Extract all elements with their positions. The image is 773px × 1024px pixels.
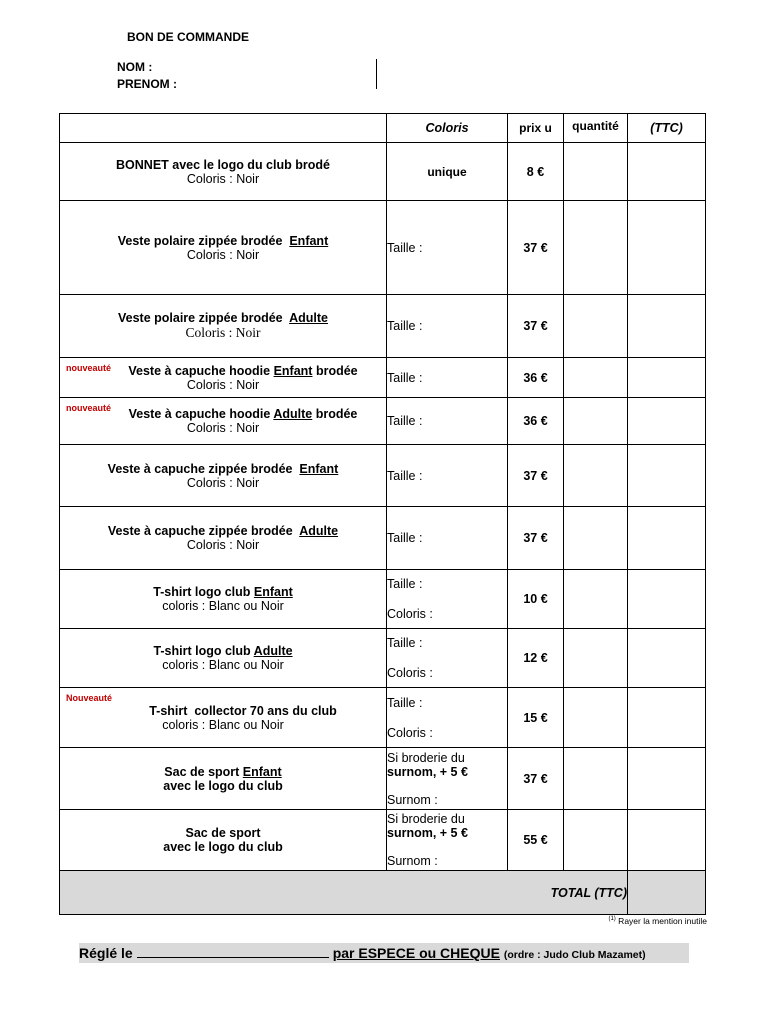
ttc-cell[interactable] xyxy=(628,507,706,570)
item-name xyxy=(60,311,386,325)
item-name-text: T-shirt logo club xyxy=(153,644,254,658)
item-name-text: T-shirt collector 70 ans du club xyxy=(149,703,337,718)
coloris-field-label: Taille : xyxy=(387,531,423,545)
coloris-cell[interactable] xyxy=(387,688,508,748)
total-row xyxy=(60,871,706,915)
coloris-field-label: Si broderie du xyxy=(387,812,465,826)
item-subtitle: Coloris : Noir xyxy=(186,247,260,262)
coloris-field-label: Surnom : xyxy=(387,792,438,807)
ttc-cell[interactable] xyxy=(628,748,706,810)
item-name-text: Veste polaire zippée brodée xyxy=(117,233,290,248)
item-header-cell xyxy=(60,114,387,143)
item-name xyxy=(60,462,386,476)
table-header-row xyxy=(60,114,706,143)
item-subtitle: Coloris : Noir xyxy=(186,475,260,490)
item-name-text: Veste à capuche hoodie xyxy=(128,407,274,421)
item-subtitle: Coloris : Noir xyxy=(186,538,260,552)
item-size-label: Enfant xyxy=(273,363,313,378)
payment-line xyxy=(79,943,689,963)
unit-price: 12 € xyxy=(508,629,564,688)
table-row xyxy=(60,688,706,748)
coloris-cell[interactable] xyxy=(387,201,508,295)
table-row xyxy=(60,358,706,398)
payment-prefix: Réglé le xyxy=(79,945,133,961)
coloris-field-label: Taille : xyxy=(387,636,423,650)
coloris-field-label: Coloris : xyxy=(387,666,433,680)
item-name-text: Sac de sport xyxy=(185,826,261,840)
item-subtitle: Coloris : Noir xyxy=(186,377,260,392)
quantite-header: quantité xyxy=(564,114,628,143)
item-size-label: Enfant xyxy=(253,585,293,599)
table-row xyxy=(60,398,706,445)
item-name-suffix: brodée xyxy=(312,363,358,378)
quantity-cell[interactable] xyxy=(564,201,628,295)
table-row xyxy=(60,201,706,295)
unit-price: 8 € xyxy=(508,143,564,201)
item-name-suffix: brodée xyxy=(312,407,358,421)
unit-price: 37 € xyxy=(508,445,564,507)
item-subtitle: coloris : Blanc ou Noir xyxy=(162,599,284,613)
item-subtitle: Coloris : Noir xyxy=(186,171,260,186)
total-label: TOTAL (TTC) xyxy=(60,871,628,915)
table-row xyxy=(60,810,706,871)
item-cell xyxy=(60,398,387,445)
ttc-cell[interactable] xyxy=(628,398,706,445)
item-size-label: Adulte xyxy=(299,524,339,538)
item-name-text: T-shirt logo club xyxy=(153,585,254,599)
unit-price: 37 € xyxy=(508,507,564,570)
quantity-cell[interactable] xyxy=(564,748,628,810)
new-badge: nouveauté xyxy=(66,363,112,373)
item-cell xyxy=(60,445,387,507)
table-row xyxy=(60,570,706,629)
header-divider xyxy=(376,59,377,89)
payment-method: par ESPECE ou CHEQUE xyxy=(332,945,500,961)
coloris-cell[interactable] xyxy=(387,810,508,871)
item-name-text: Veste à capuche zippée brodée xyxy=(107,461,300,476)
unit-price: 37 € xyxy=(508,201,564,295)
payment-note: (ordre : Judo Club Mazamet) xyxy=(503,949,646,961)
item-size-label: Adulte xyxy=(253,644,293,658)
ttc-cell[interactable] xyxy=(628,201,706,295)
unit-price: 15 € xyxy=(508,688,564,748)
ttc-cell[interactable] xyxy=(628,629,706,688)
footnote xyxy=(608,916,707,926)
footnote-text: Rayer la mention inutile xyxy=(615,916,707,926)
table-row xyxy=(60,295,706,358)
coloris-field-label: Coloris : xyxy=(387,725,433,740)
coloris-field-label: Taille : xyxy=(387,468,423,483)
coloris-field-label: surnom, + 5 € xyxy=(387,764,468,779)
order-table xyxy=(59,113,706,915)
unit-price: 55 € xyxy=(508,810,564,871)
coloris-field-label: unique xyxy=(427,164,467,179)
unit-price: 37 € xyxy=(508,748,564,810)
item-name xyxy=(60,826,386,840)
quantity-cell[interactable] xyxy=(564,688,628,748)
item-cell xyxy=(60,295,387,358)
quantity-cell[interactable] xyxy=(564,810,628,871)
footnote-marker: (1) xyxy=(608,916,616,923)
item-name xyxy=(60,158,386,172)
item-subtitle: avec le logo du club xyxy=(163,840,283,854)
unit-price: 36 € xyxy=(508,398,564,445)
coloris-header: Coloris xyxy=(387,114,508,143)
item-name-text: Veste à capuche zippée brodée xyxy=(107,524,300,538)
table-row xyxy=(60,748,706,810)
item-subtitle: Coloris : Noir xyxy=(186,421,260,435)
ttc-header: (TTC) xyxy=(628,114,706,143)
item-name xyxy=(60,704,386,718)
item-size-label: Enfant xyxy=(242,764,282,779)
ttc-cell[interactable] xyxy=(628,358,706,398)
coloris-field-label: Taille : xyxy=(387,370,423,385)
ttc-cell[interactable] xyxy=(628,143,706,201)
coloris-field-label: Taille : xyxy=(387,577,423,591)
unit-price: 10 € xyxy=(508,570,564,629)
coloris-cell[interactable] xyxy=(387,143,508,201)
item-subtitle: avec le logo du club xyxy=(163,778,283,793)
new-badge: nouveauté xyxy=(66,403,112,413)
table-row xyxy=(60,507,706,570)
coloris-field-label: surnom, + 5 € xyxy=(387,826,468,840)
item-cell xyxy=(60,748,387,810)
item-cell xyxy=(60,688,387,748)
quantity-cell[interactable] xyxy=(564,445,628,507)
item-name-text: Veste polaire zippée brodée xyxy=(117,311,290,325)
item-cell xyxy=(60,143,387,201)
unit-price: 36 € xyxy=(508,358,564,398)
item-subtitle: Coloris : Noir xyxy=(185,325,261,340)
coloris-field-label: Taille : xyxy=(387,414,423,428)
document-title: BON DE COMMANDE xyxy=(127,30,249,44)
new-badge: Nouveauté xyxy=(66,693,113,703)
item-subtitle: coloris : Blanc ou Noir xyxy=(162,717,284,732)
quantity-cell[interactable] xyxy=(564,295,628,358)
coloris-cell[interactable] xyxy=(387,398,508,445)
coloris-field-label: Taille : xyxy=(387,240,423,255)
quantity-cell[interactable] xyxy=(564,143,628,201)
coloris-cell[interactable] xyxy=(387,445,508,507)
table-row xyxy=(60,629,706,688)
item-name-text: Sac de sport xyxy=(164,764,243,779)
coloris-field-label: Surnom : xyxy=(387,854,438,868)
quantity-cell[interactable] xyxy=(564,398,628,445)
item-cell xyxy=(60,629,387,688)
coloris-field-label: Taille : xyxy=(387,695,423,710)
prenom-label: PRENOM : xyxy=(117,77,177,91)
coloris-field-label: Taille : xyxy=(387,319,423,333)
coloris-cell[interactable] xyxy=(387,358,508,398)
coloris-cell[interactable] xyxy=(387,507,508,570)
table-row xyxy=(60,143,706,201)
nom-label: NOM : xyxy=(117,60,153,74)
payment-date-field[interactable] xyxy=(137,944,329,958)
item-name xyxy=(60,524,386,538)
coloris-cell[interactable] xyxy=(387,570,508,629)
coloris-field-label: Coloris : xyxy=(387,607,433,621)
table-row xyxy=(60,445,706,507)
item-name xyxy=(60,585,386,599)
ttc-cell[interactable] xyxy=(628,570,706,629)
ttc-cell[interactable] xyxy=(628,445,706,507)
ttc-cell[interactable] xyxy=(628,810,706,871)
item-name-text: BONNET avec le logo du club brodé xyxy=(116,157,330,172)
quantity-cell[interactable] xyxy=(564,629,628,688)
ttc-cell[interactable] xyxy=(628,295,706,358)
item-size-label: Enfant xyxy=(299,461,339,476)
item-cell xyxy=(60,507,387,570)
item-subtitle: coloris : Blanc ou Noir xyxy=(162,658,284,672)
coloris-field-label: Si broderie du xyxy=(387,750,465,765)
prix-header: prix u xyxy=(508,114,564,143)
item-cell xyxy=(60,810,387,871)
quantity-cell[interactable] xyxy=(564,358,628,398)
item-name xyxy=(60,234,386,248)
quantity-cell[interactable] xyxy=(564,507,628,570)
quantity-cell[interactable] xyxy=(564,570,628,629)
coloris-cell[interactable] xyxy=(387,748,508,810)
coloris-cell[interactable] xyxy=(387,295,508,358)
item-size-label: Adulte xyxy=(289,311,328,325)
coloris-cell[interactable] xyxy=(387,629,508,688)
item-cell xyxy=(60,358,387,398)
total-value-cell[interactable] xyxy=(628,871,706,915)
item-cell xyxy=(60,201,387,295)
unit-price: 37 € xyxy=(508,295,564,358)
item-size-label: Enfant xyxy=(289,233,329,248)
item-name xyxy=(60,644,386,658)
ttc-cell[interactable] xyxy=(628,688,706,748)
item-size-label: Adulte xyxy=(273,407,313,421)
item-name-text: Veste à capuche hoodie xyxy=(128,363,274,378)
item-name xyxy=(60,765,386,779)
item-cell xyxy=(60,570,387,629)
